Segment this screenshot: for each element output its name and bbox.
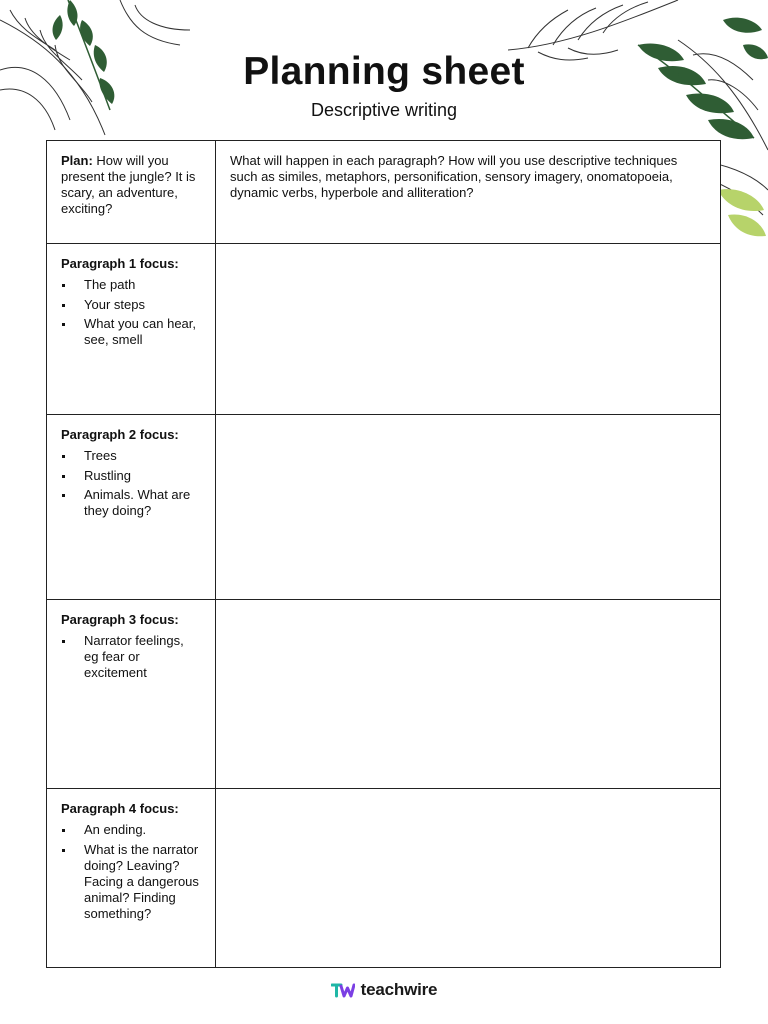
paragraph-row — [47, 789, 721, 968]
focus-item: What is the narrator doing? Leaving? Facing a dangerous animal? Finding something? — [61, 842, 201, 922]
tw-logo-icon — [331, 982, 355, 998]
focus-list — [61, 633, 201, 681]
focus-item: Your steps — [61, 297, 201, 313]
paragraph-focus-cell — [47, 244, 216, 415]
focus-item: Narrator feelings, eg fear or excitement — [61, 633, 201, 681]
teachwire-logo[interactable] — [0, 980, 768, 1000]
brand-name: teachwire — [360, 980, 438, 999]
paragraph-1-writing-area[interactable] — [216, 244, 721, 415]
plan-question-text: How will you present the jungle? It is scary, an adventure, exciting? — [61, 153, 196, 216]
paragraph-3-writing-area[interactable] — [216, 600, 721, 789]
focus-item: Trees — [61, 448, 201, 464]
paragraph-row — [47, 244, 721, 415]
page-title: Planning sheet — [243, 50, 525, 93]
paragraph-heading: Paragraph 3 focus: — [61, 612, 179, 627]
paragraph-heading: Paragraph 2 focus: — [61, 427, 179, 442]
paragraph-focus-cell — [47, 600, 216, 789]
paragraph-heading: Paragraph 4 focus: — [61, 801, 179, 816]
focus-item: What you can hear, see, smell — [61, 316, 201, 348]
focus-list — [61, 277, 201, 348]
plan-label: Plan: — [61, 153, 93, 168]
paragraph-2-writing-area[interactable] — [216, 415, 721, 600]
focus-list — [61, 448, 201, 519]
planning-table — [46, 140, 721, 968]
paragraph-4-writing-area[interactable] — [216, 789, 721, 968]
plan-question-cell — [47, 141, 216, 244]
plan-row — [47, 141, 721, 244]
paragraph-focus-cell — [47, 415, 216, 600]
paragraph-heading: Paragraph 1 focus: — [61, 256, 179, 271]
paragraph-row — [47, 600, 721, 789]
plan-prompt-cell[interactable] — [216, 141, 721, 244]
focus-item: The path — [61, 277, 201, 293]
plan-prompt-text: What will happen in each paragraph? How will you use descriptive techniques such as similes, metaphors, personification, sensory imagery, onomatopoeia, dynamic verbs, hyperbole and alliteration? — [230, 153, 678, 200]
focus-item: An ending. — [61, 822, 201, 838]
page-subtitle: Descriptive writing — [310, 100, 458, 120]
focus-item: Animals. What are they doing? — [61, 487, 201, 519]
focus-list — [61, 822, 201, 922]
focus-item: Rustling — [61, 468, 201, 484]
paragraph-row — [47, 415, 721, 600]
paragraph-focus-cell — [47, 789, 216, 968]
